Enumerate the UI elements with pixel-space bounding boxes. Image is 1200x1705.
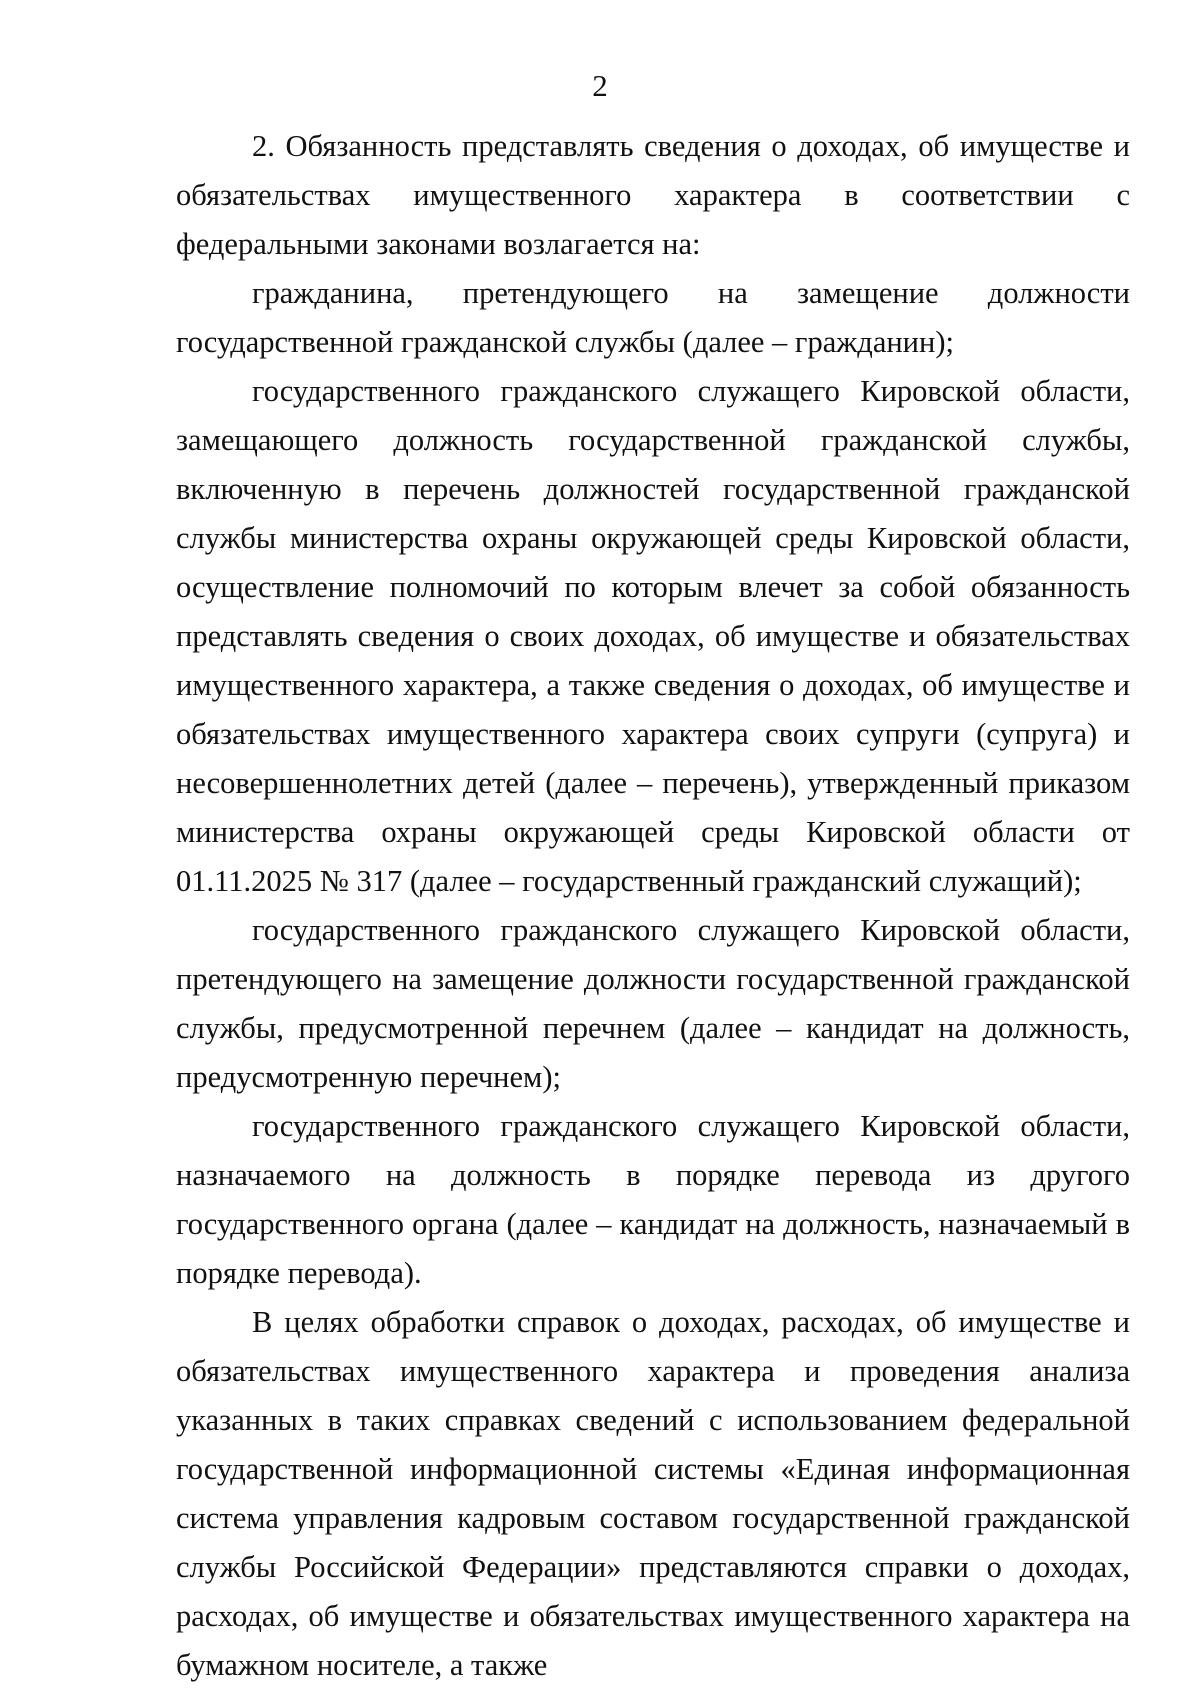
paragraph-citizen: гражданина, претендующего на замещение должности государственной гражданской службы (далее – гражданин); <box>176 276 1130 359</box>
paragraph-candidate-transfer: государственного гражданского служащего Кировской области, назначаемого на должность в порядке перевода из другого государственного органа (далее – кандидат на должность, назначаемый в порядке перевода). <box>176 1109 1130 1290</box>
paragraph-obligation-intro: 2. Обязанность представлять сведения о доходах, об имуществе и обязательствах имущественного характера в соответствии с федеральными законами возлагается на: <box>176 129 1130 261</box>
paragraph-processing-purpose: В целях обработки справок о доходах, расходах, об имуществе и обязательствах имущественного характера и проведения анализа указанных в таких справках сведений с использованием федеральной государственной информационной системы «Единая информационная система управления кадровым составом государственной гражданской службы Российской Федерации» представляются справки о доходах, расходах, об имуществе и обязательствах имущественного характера на бумажном носителе, а также <box>176 1305 1130 1682</box>
paragraph-candidate-list: государственного гражданского служащего Кировской области, претендующего на замещение должности государственной гражданской службы, предусмотренной перечнем (далее – кандидат на должность, предусмотренную перечнем); <box>176 913 1130 1094</box>
paragraph-civil-servant: государственного гражданского служащего Кировской области, замещающего должность государственной гражданской службы, включенную в перечень должностей государственной гражданской службы министерства охраны окружающей среды Кировской области, осуществление полномочий по которым влечет за собой обязанность представлять сведения о своих доходах, об имуществе и обязательствах имущественного характера, а также сведения о доходах, об имуществе и обязательствах имущественного характера своих супруги (супруга) и несовершеннолетних детей (далее – перечень), утвержденный приказом министерства охраны окружающей среды Кировской области от 01.11.2025 № 317 (далее – государственный гражданский служащий); <box>176 374 1130 898</box>
document-body <box>176 122 1130 1690</box>
page-number: 2 <box>592 68 608 103</box>
